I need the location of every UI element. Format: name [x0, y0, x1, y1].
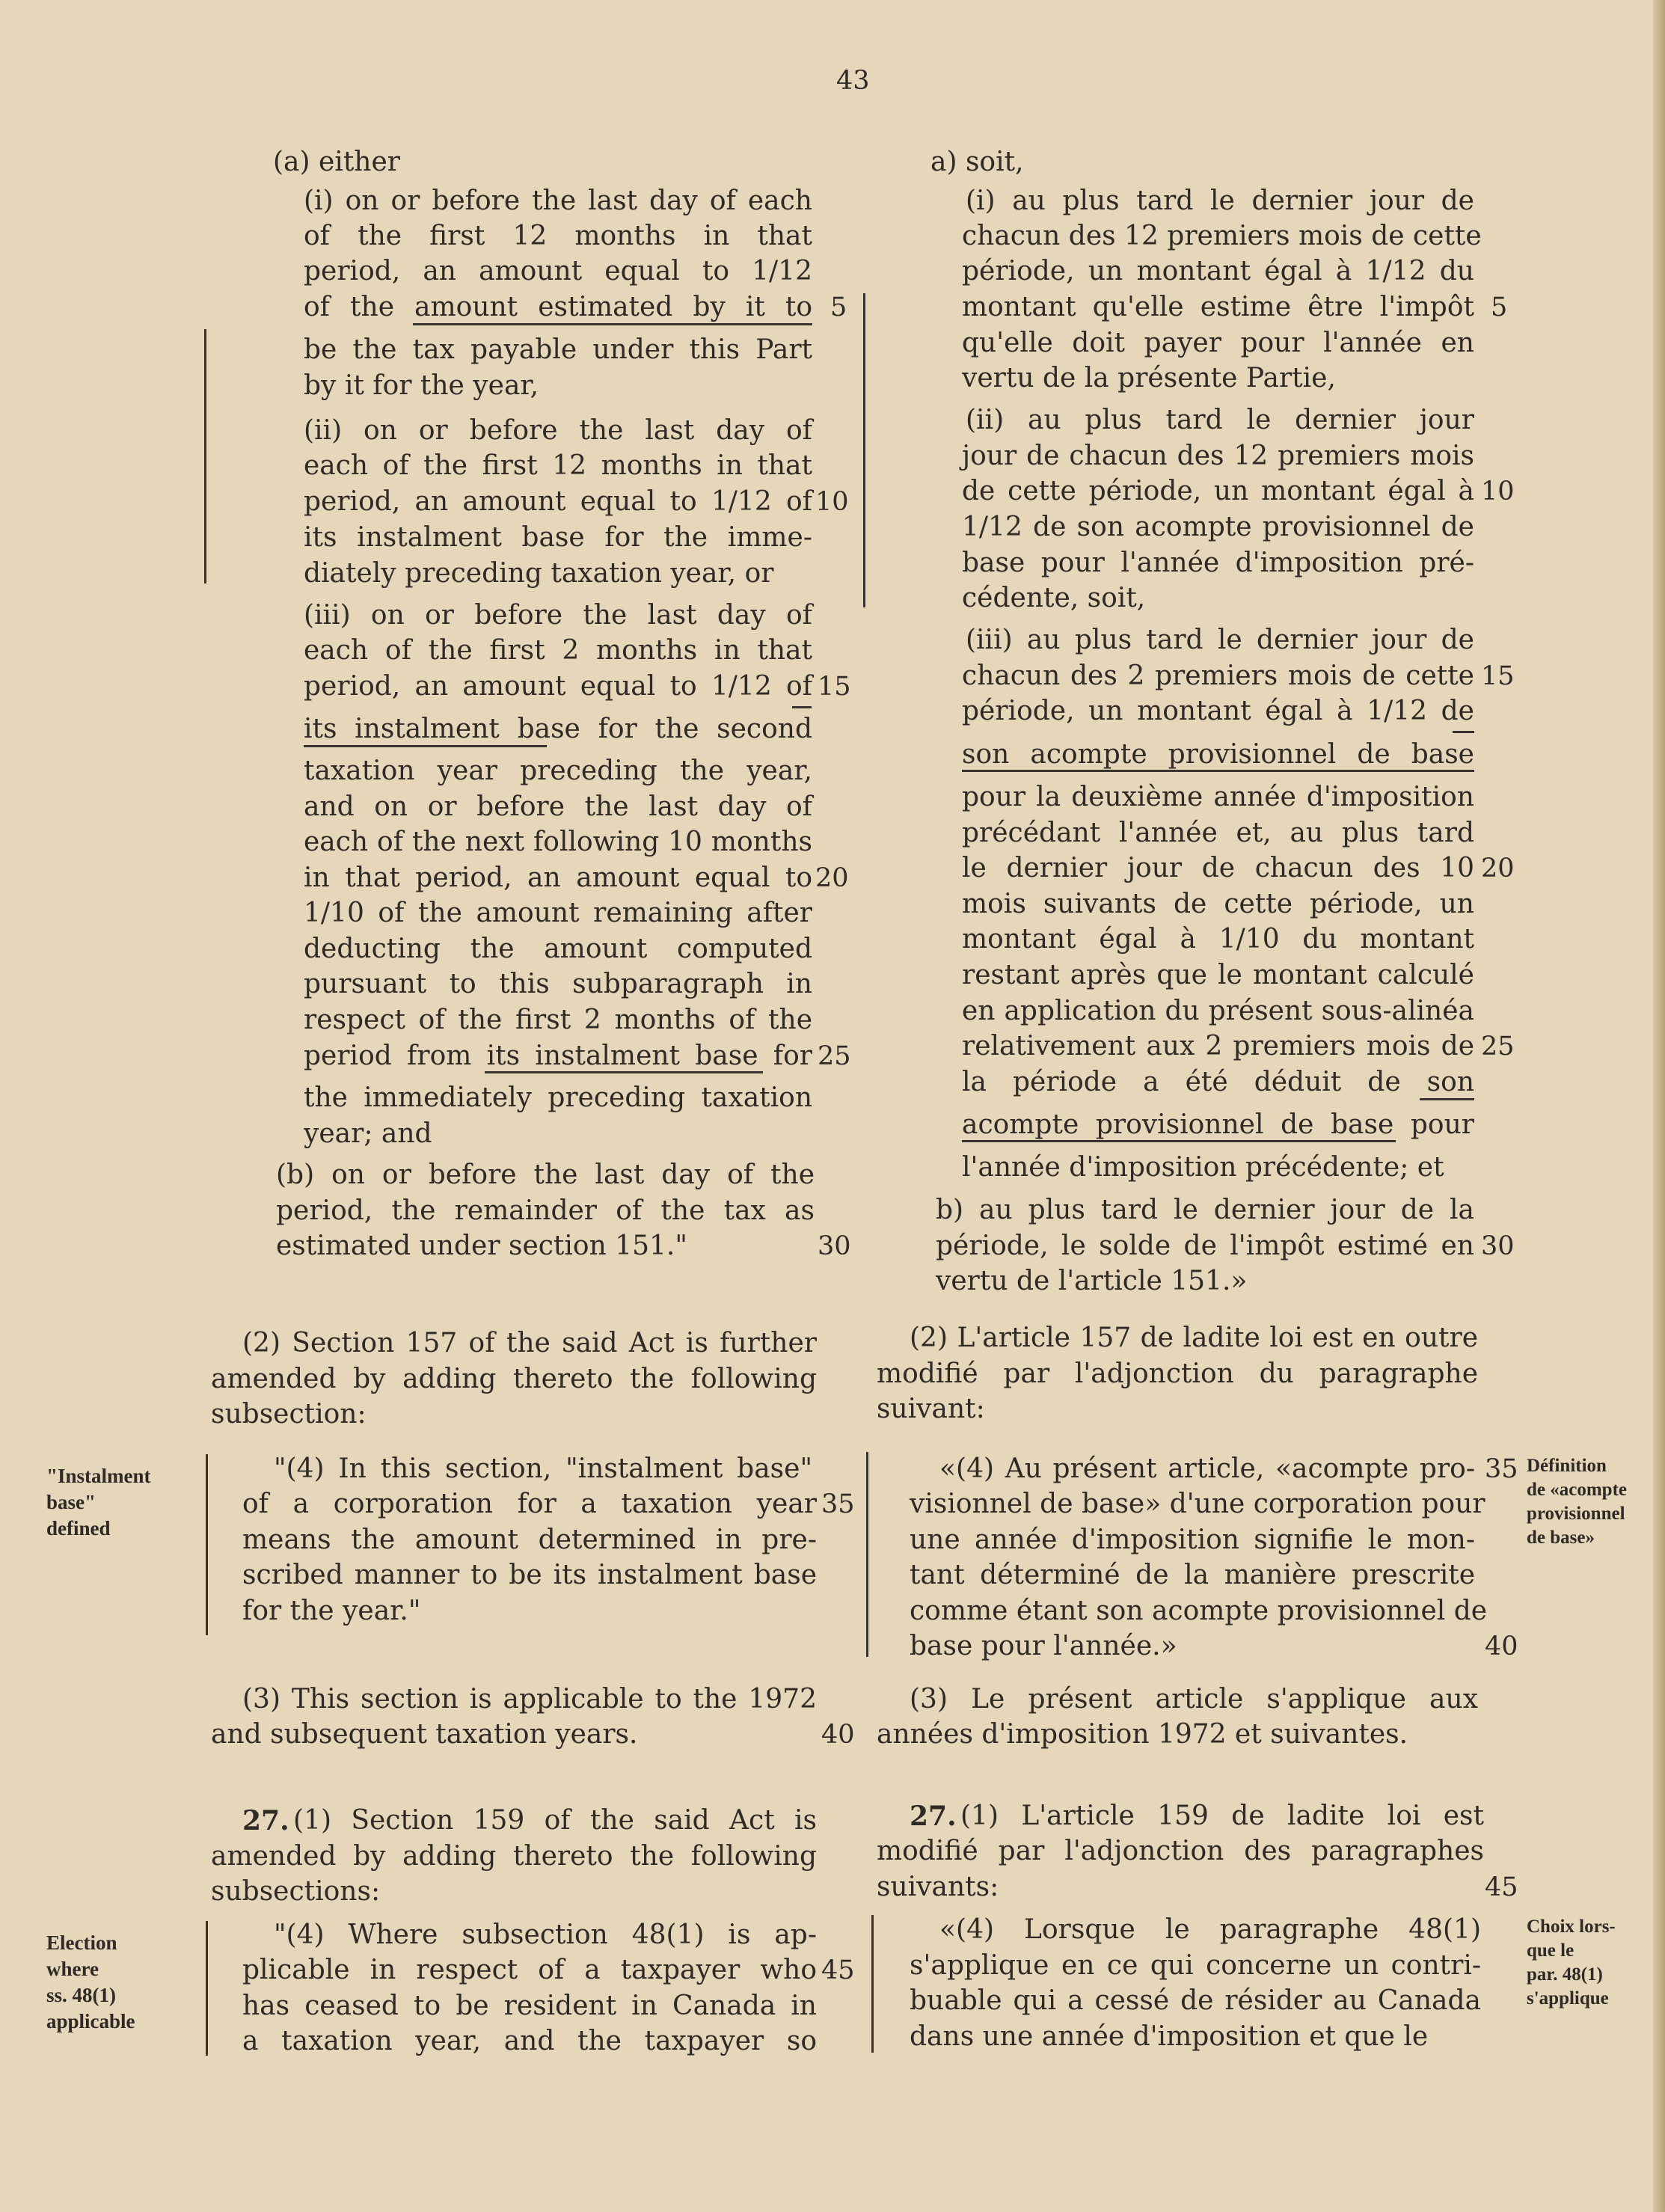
line-number: 30 — [818, 1231, 851, 1261]
left-text-line: (2) Section 157 of the said Act is further — [242, 1328, 817, 1358]
margin-note-line: "Instalment — [46, 1465, 151, 1487]
right-text-line: (3) Le présent article s'applique aux — [910, 1684, 1478, 1715]
right-text-line: vertu de la présente Partie, — [962, 363, 1336, 393]
line-number: 45 — [1485, 1872, 1518, 1902]
right-text-line: (1) L'article 159 de ladite loi est — [960, 1801, 1484, 1831]
line-number: 5 — [1491, 292, 1508, 322]
right-text-line: mois suivants de cette période, un — [962, 889, 1474, 919]
left-text-line: amended by adding thereto the following — [211, 1841, 817, 1872]
right-text-line: l'année d'imposition précédente; et — [962, 1152, 1444, 1183]
margin-note-line: provisionnel — [1527, 1504, 1625, 1524]
margin-note-line: applicable — [46, 2010, 135, 2032]
left-text-line: (i) on or before the last day of each — [304, 186, 812, 216]
change-bar — [204, 329, 206, 583]
right-text-line: qu'elle doit payer pour l'année en — [962, 328, 1474, 358]
left-text-line: of a corporation for a taxation year — [242, 1489, 817, 1519]
line-number: 25 — [1481, 1032, 1515, 1061]
right-text-line: buable qui a cessé de résider au Canada — [910, 1985, 1481, 2016]
right-text-line: s'applique en ce qui concerne un contri- — [910, 1950, 1481, 1981]
right-text-line: la période a été déduit de son — [962, 1067, 1474, 1097]
left-text-line: diately preceding taxation year, or — [304, 558, 774, 589]
margin-note-line: where — [46, 1958, 99, 1980]
right-text-line: période, un montant égal à 1/12 de — [962, 696, 1474, 726]
right-text-line: 1/12 de son acompte provisionnel de — [962, 512, 1474, 542]
line-number: 25 — [818, 1041, 851, 1071]
change-underline — [962, 770, 1474, 772]
right-text-line: montant qu'elle estime être l'impôt — [962, 292, 1474, 322]
margin-note-line: defined — [46, 1517, 111, 1539]
right-text-line: années d'imposition 1972 et suivantes. — [877, 1719, 1408, 1750]
left-text-line: (1) Section 159 of the said Act is — [293, 1805, 817, 1836]
left-text-line: of the amount estimated by it to — [304, 292, 812, 322]
line-number: 15 — [818, 672, 851, 702]
change-underline — [1420, 1098, 1474, 1100]
left-text-line: has ceased to be resident in Canada in — [242, 1991, 817, 2021]
margin-note-line: s'applique — [1527, 1988, 1609, 2009]
change-bar — [863, 293, 865, 607]
line-number: 40 — [1485, 1632, 1518, 1661]
line-number: 20 — [815, 863, 849, 893]
left-text-line: amended by adding thereto the following — [211, 1364, 817, 1394]
right-text-line: relativement aux 2 premiers mois de — [962, 1031, 1474, 1061]
change-underline — [304, 745, 547, 747]
left-text-line: estimated under section 151." — [276, 1231, 687, 1261]
margin-note-line: de base» — [1527, 1528, 1595, 1548]
left-text-line: period, the remainder of the tax as — [276, 1195, 815, 1226]
line-number: 30 — [1481, 1231, 1515, 1261]
right-text-line: restant après que le montant calculé — [962, 960, 1474, 990]
right-text-line: suivant: — [877, 1394, 985, 1424]
right-text-line: son acompte provisionnel de base — [962, 739, 1474, 770]
left-text-line: for the year." — [242, 1596, 421, 1626]
right-text-line: b) au plus tard le dernier jour de la — [936, 1195, 1474, 1225]
line-number: 15 — [1481, 661, 1515, 691]
line-number: 10 — [815, 487, 849, 517]
left-text-line: its instalment base for the second — [304, 714, 812, 744]
left-text-line: each of the first 12 months in that — [304, 450, 812, 481]
right-text-line: en application du présent sous-alinéa — [962, 996, 1474, 1026]
right-text-line: chacun des 12 premiers mois de cette — [962, 221, 1482, 251]
right-text-line: «(4) Lorsque le paragraphe 48(1) — [939, 1914, 1481, 1945]
right-text-line: comme étant son acompte provisionnel de — [910, 1596, 1488, 1626]
left-text-line: (b) on or before the last day of the — [276, 1159, 815, 1190]
change-underline — [413, 323, 812, 325]
left-text-line: subsection: — [211, 1399, 367, 1430]
right-text-line: acompte provisionnel de base pour — [962, 1109, 1474, 1140]
right-text-line: une année d'imposition signifie le mon- — [910, 1525, 1475, 1555]
change-bar — [206, 1454, 208, 1635]
right-text-line: a) soit, — [930, 147, 1024, 177]
left-text-line: scribed manner to be its instalment base — [242, 1560, 817, 1590]
change-bar — [206, 1921, 208, 2056]
margin-note-line: de «acompte — [1527, 1480, 1627, 1500]
line-number: 45 — [821, 1955, 855, 1985]
left-text-line: of the first 12 months in that — [304, 221, 812, 251]
left-text-line: and on or before the last day of — [304, 791, 812, 822]
left-text-line: 1/10 of the amount remaining after — [304, 898, 812, 928]
left-text-line: pursuant to this subparagraph in — [304, 969, 812, 999]
left-text-line: respect of the first 2 months of the — [304, 1005, 812, 1035]
left-text-line: its instalment base for the imme- — [304, 522, 812, 553]
left-text-line: "(4) In this section, "instalment base" — [274, 1453, 812, 1484]
line-number: 35 — [1485, 1454, 1518, 1484]
change-underline — [962, 1140, 1396, 1142]
left-text-line: (3) This section is applicable to the 1972 — [242, 1684, 817, 1715]
right-text-line: (ii) au plus tard le dernier jour — [966, 405, 1474, 435]
right-text-line: base pour l'année d'imposition pré- — [962, 548, 1474, 578]
page-edge — [1653, 0, 1665, 2212]
right-text-line: dans une année d'imposition et que le — [910, 2021, 1429, 2052]
right-text-line: précédant l'année et, au plus tard — [962, 818, 1474, 848]
left-text-line: subsections: — [211, 1876, 381, 1907]
right-text-line: le dernier jour de chacun des 10 — [962, 853, 1474, 883]
left-text-line: (ii) on or before the last day of — [304, 415, 812, 446]
margin-note-line: par. 48(1) — [1527, 1964, 1603, 1985]
left-text-line: in that period, an amount equal to — [304, 863, 812, 893]
line-number: 20 — [1481, 854, 1515, 883]
line-number: 40 — [821, 1720, 855, 1750]
right-text-line: «(4) Au présent article, «acompte pro- — [939, 1453, 1475, 1484]
right-text-line: de cette période, un montant égal à — [962, 476, 1474, 506]
left-text-line: period, an amount equal to 1/12 of — [304, 671, 812, 702]
right-text-line: modifié par l'adjonction des paragraphes — [877, 1836, 1484, 1866]
margin-note-line: Election — [46, 1931, 117, 1954]
section-number: 27. — [242, 1805, 289, 1836]
right-text-line: chacun des 2 premiers mois de cette — [962, 661, 1474, 691]
change-bar — [871, 1915, 874, 2053]
left-text-line: plicable in respect of a taxpayer who — [242, 1955, 817, 1985]
change-underline — [792, 706, 812, 708]
change-bar — [866, 1452, 868, 1657]
right-text-line: (iii) au plus tard le dernier jour de — [966, 625, 1474, 655]
left-text-line: (iii) on or before the last day of — [304, 600, 812, 631]
left-text-line: period from its instalment base for — [304, 1041, 812, 1071]
left-text-line: "(4) Where subsection 48(1) is ap- — [274, 1920, 817, 1950]
left-text-line: year; and — [304, 1118, 432, 1149]
right-text-line: suivants: — [877, 1872, 999, 1902]
left-text-line: taxation year preceding the year, — [304, 756, 812, 786]
left-text-line: period, an amount equal to 1/12 of — [304, 486, 812, 517]
right-text-line: cédente, soit, — [962, 583, 1146, 613]
right-text-line: pour la deuxième année d'imposition — [962, 782, 1474, 812]
right-text-line: (2) L'article 157 de ladite loi est en outre — [910, 1323, 1478, 1353]
right-text-line: base pour l'année.» — [910, 1631, 1177, 1661]
right-text-line: tant déterminé de la manière prescrite — [910, 1560, 1475, 1590]
left-text-line: means the amount determined in pre- — [242, 1525, 817, 1555]
section-number: 27. — [910, 1801, 957, 1832]
left-text-line: period, an amount equal to 1/12 — [304, 256, 812, 287]
left-text-line: and subsequent taxation years. — [211, 1719, 638, 1750]
line-number: 35 — [821, 1489, 855, 1519]
change-underline — [485, 1071, 763, 1073]
right-text-line: période, le solde de l'impôt estimé en — [936, 1231, 1474, 1261]
margin-note-line: Choix lors- — [1527, 1917, 1616, 1937]
right-text-line: jour de chacun des 12 premiers mois — [962, 441, 1474, 471]
line-number: 10 — [1481, 477, 1515, 506]
right-text-line: (i) au plus tard le dernier jour de — [966, 186, 1474, 216]
right-text-line: visionnel de base» d'une corporation pour — [910, 1489, 1485, 1519]
right-text-line: période, un montant égal à 1/12 du — [962, 256, 1474, 287]
left-text-line: each of the first 2 months in that — [304, 635, 812, 666]
left-text-line: (a) either — [273, 147, 400, 177]
line-number: 5 — [830, 292, 847, 322]
left-text-line: by it for the year, — [304, 370, 539, 401]
left-text-line: deducting the amount computed — [304, 934, 812, 964]
right-text-line: montant égal à 1/10 du montant — [962, 924, 1474, 955]
left-text-line: be the tax payable under this Part — [304, 334, 812, 365]
margin-note-line: ss. 48(1) — [46, 1984, 116, 2006]
right-text-line: vertu de l'article 151.» — [936, 1266, 1248, 1296]
margin-note-line: Définition — [1527, 1456, 1607, 1476]
left-text-line: each of the next following 10 months — [304, 827, 812, 857]
margin-note-line: que le — [1527, 1940, 1574, 1961]
page-number: 43 — [836, 66, 870, 96]
left-text-line: a taxation year, and the taxpayer so — [242, 2026, 817, 2056]
margin-note-line: base" — [46, 1491, 96, 1513]
right-text-line: modifié par l'adjonction du paragraphe — [877, 1358, 1478, 1389]
left-text-line: the immediately preceding taxation — [304, 1082, 812, 1113]
change-underline — [1453, 731, 1474, 733]
